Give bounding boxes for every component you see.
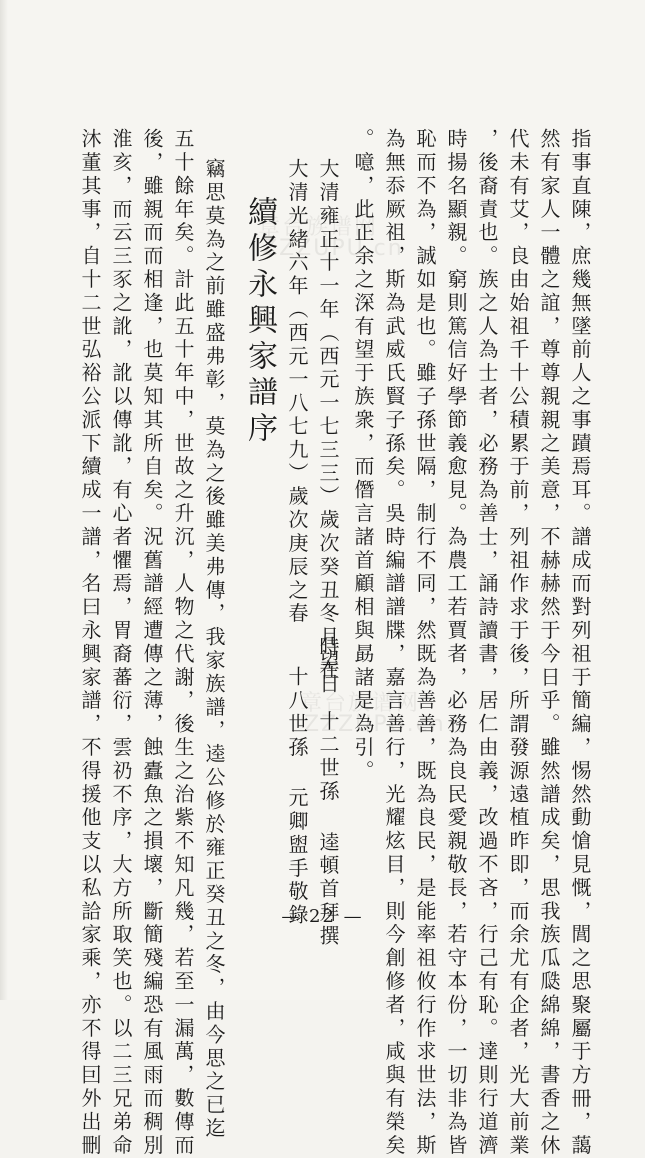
prev-preface-col-5: 時揚名顯親。窮則篤信好學節義愈見。為農工若賈者，必務為良民愛親敬長，若守本份，一切非為皆 (444, 128, 468, 1158)
date-yongzheng: 大清雍正十一年（西元一七三三）歲次癸丑冬月望日 (316, 158, 340, 697)
prev-preface-col-1: 指事直陳，庶幾無墜前人之事蹟焉耳。譜成而對列祖于簡編，惕然動愴見慨，閭之思聚屬于方冊，藹 (568, 128, 592, 1158)
page-spine-shadow (0, 0, 8, 1000)
watermark-en-2: ZZZUPU.cn (304, 712, 446, 737)
watermark-cn-2: 章台族谱网 (300, 691, 421, 716)
prev-preface-col-3: 代未有艾，良由始祖千十公積累于前，列祖作求于後，所謂發源遠植昨即，而余尤有企者，光大前業 (506, 128, 530, 1158)
watermark-cn: 章台族谱网 (258, 215, 379, 240)
prev-preface-col-8: 。噫，此正余之深有望于族衆，而僭言諸首顧相與勗諸是為引。 (351, 128, 375, 784)
new-preface-col-2: 五十餘年矣。計此五十年中，世故之升沉，人物之代謝，後生之治紫不知凡幾，若至一漏萬，數傳而 (171, 128, 195, 1158)
prev-preface-col-4: ，後裔責也。族之人為士者，必務為善士，誦詩讀書，居仁由義，改過不吝，行己有恥。達則行道濟 (475, 128, 499, 1158)
new-preface-col-3: 後，雖親而而相逢，也莫知其所自矣。況舊譜經遭傳之薄，蝕蠹魚之損壞，斷簡殘編恐有風雨而稠別 (140, 128, 164, 1158)
new-preface-col-4: 淮亥，而云三豕之訛，訛以傳訛，有心者懼焉，胃裔蕃衍，雲礽不序，大方所取笑也。以二三兄弟命 (109, 128, 133, 1158)
prev-preface-col-6: 恥而不為，誠如是也。雖子孫世隔，制行不同，然既為善善，既為良民，是能率祖攸行作求世法，斯 (413, 128, 437, 1158)
date-guangxu: 大清光緒六年（西元一八七九）歲次庚辰之春 (285, 158, 309, 626)
signature-compiler: 時在 十二世孫 逵頓首拜撰 (316, 636, 340, 949)
new-preface-col-1: 竊思莫為之前雖盛弗彰，莫為之後雖美弗傳，我家族譜，逵公修於雍正癸丑之冬，由今思之已迄 (202, 158, 226, 1141)
prev-preface-col-7: 為無忝厥祖，斯為武威氏賢子孫矣。吳時編譜譜牒，嘉言善行，光耀炫目，則今創修者，咸與有榮矣 (382, 128, 406, 1158)
page-number: — 22 — (281, 906, 364, 927)
prev-preface-col-2: 然有家人一體之誼，尊尊親親之美意，不赫赫然于今日乎。雖然譜成矣，思我族瓜瓞綿綿，書香之休 (537, 128, 561, 1158)
signature-copyist: 十八世孫 元卿盥手敬錄 (285, 666, 309, 928)
section-title: 續修永興家譜序 (242, 196, 277, 448)
new-preface-col-5: 沐董其事，自十二世弘裕公派下續成一譜，名曰永興家譜，不得援他支以私詥家乘，亦不得囙外出刪 (78, 128, 102, 1158)
watermark-en: ZZZUPU.cn (262, 236, 404, 261)
